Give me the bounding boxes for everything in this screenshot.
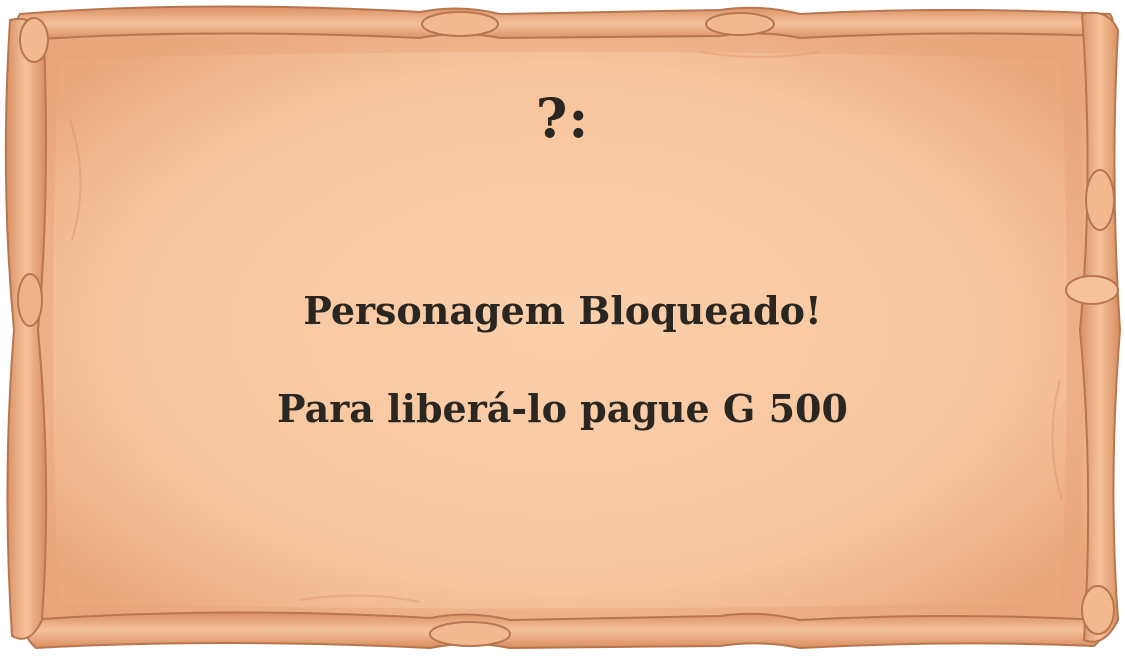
character-name: ?:: [535, 86, 590, 150]
unlock-price-message: Para liberá-lo pague G 500: [277, 386, 848, 431]
locked-title: Personagem Bloqueado!: [303, 288, 822, 333]
